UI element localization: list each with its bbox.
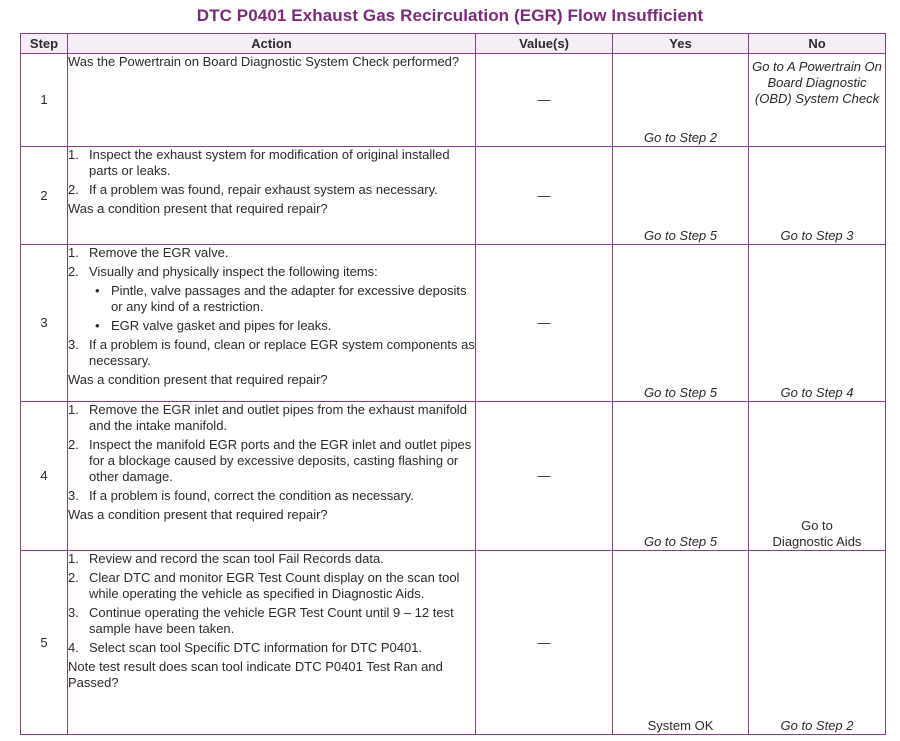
bullet-list [89, 283, 475, 334]
bullet-item: • EGR valve gasket and pipes for leaks. [95, 318, 332, 333]
action-list [68, 402, 475, 504]
no-link[interactable]: Go to Diagnostic Aids [772, 518, 862, 549]
no-cell [749, 147, 886, 245]
value-cell [476, 245, 613, 402]
dtc-table [20, 33, 886, 735]
action-cell [68, 551, 476, 735]
yes-cell [613, 402, 749, 551]
list-item: 3. If a problem is found, clean or replace EGR system components as necessary. [68, 337, 475, 368]
table-row-step-3 [21, 245, 886, 402]
no-cell [749, 245, 886, 402]
list-item: 4. Select scan tool Specific DTC information for DTC P0401. [68, 640, 423, 655]
question-text: Was the Powertrain on Board Diagnostic System Check performed? [68, 54, 460, 69]
header-no: No [749, 34, 886, 54]
value-cell [476, 147, 613, 245]
action-cell [68, 402, 476, 551]
yes-cell [613, 54, 749, 147]
header-yes: Yes [613, 34, 749, 54]
step-number: 5 [21, 551, 68, 735]
list-item: 2. Visually and physically inspect the following items: • Pintle, valve passages and the adapter for excessive deposits or any kind of a restriction. • EGR valve gasket and pipes for leaks. [68, 264, 475, 334]
list-item: 1. Inspect the exhaust system for modification of original installed parts or leaks. [68, 147, 450, 178]
value-text: — [537, 468, 551, 483]
yes-link[interactable]: Go to Step 5 [644, 385, 717, 400]
question-text: Was a condition present that required repair? [68, 372, 328, 387]
table-row-step-5 [21, 551, 886, 735]
no-link[interactable]: Go to Step 4 [780, 385, 854, 400]
step-number: 1 [21, 54, 68, 147]
table-row-step-1 [21, 54, 886, 147]
value-cell [476, 54, 613, 147]
yes-link[interactable]: System OK [647, 718, 714, 733]
no-link[interactable]: Go to Step 3 [780, 228, 854, 243]
yes-cell [613, 551, 749, 735]
action-cell [68, 54, 476, 147]
action-list [68, 245, 475, 369]
action-list [68, 551, 475, 656]
list-item: 3. Continue operating the vehicle EGR Test Count until 9 – 12 test sample have been taken. [68, 605, 454, 636]
no-cell [749, 54, 886, 147]
header-step: Step [21, 34, 68, 54]
yes-cell [613, 245, 749, 402]
value-text: — [537, 187, 551, 203]
header-values: Value(s) [476, 34, 613, 54]
value-text: — [537, 634, 551, 650]
list-item: 1. Review and record the scan tool Fail Records data. [68, 551, 384, 566]
value-cell [476, 402, 613, 551]
action-cell [68, 147, 476, 245]
list-item: 1. Remove the EGR inlet and outlet pipes from the exhaust manifold and the intake manifold. [68, 402, 467, 433]
list-item: 3. If a problem is found, correct the condition as necessary. [68, 488, 414, 503]
no-cell [749, 402, 886, 551]
no-link[interactable]: Go to Step 2 [780, 718, 854, 733]
header-action: Action [68, 34, 476, 54]
bullet-item: • Pintle, valve passages and the adapter for excessive deposits or any kind of a restriction. [95, 283, 467, 314]
question-text: Was a condition present that required repair? [68, 507, 328, 522]
question-text: Note test result does scan tool indicate DTC P0401 Test Ran and Passed? [68, 659, 443, 690]
value-cell [476, 551, 613, 735]
table-row-step-2 [21, 147, 886, 245]
yes-cell [613, 147, 749, 245]
no-link[interactable]: Go to A Powertrain On Board Diagnostic (OBD) System Check [752, 59, 882, 106]
list-item: 2. Inspect the manifold EGR ports and the EGR inlet and outlet pipes for a blockage caused by excessive deposits, casting flashing or other damage. [68, 437, 472, 484]
yes-link[interactable]: Go to Step 5 [644, 534, 717, 549]
question-text: Was a condition present that required repair? [68, 201, 328, 216]
yes-link[interactable]: Go to Step 5 [644, 228, 717, 243]
step-number: 4 [21, 402, 68, 551]
value-text: — [537, 315, 551, 330]
step-number: 3 [21, 245, 68, 402]
page-title: DTC P0401 Exhaust Gas Recirculation (EGR) Flow Insufficient [196, 6, 704, 25]
no-cell [749, 551, 886, 735]
action-cell [68, 245, 476, 402]
value-text: — [537, 92, 551, 107]
list-item: 1. Remove the EGR valve. [68, 245, 229, 260]
header-row [21, 34, 886, 54]
list-item: 2. If a problem was found, repair exhaust system as necessary. [68, 182, 438, 197]
list-item: 2. Clear DTC and monitor EGR Test Count display on the scan tool while operating the vehicle as specified in Diagnostic Aids. [68, 570, 460, 601]
step-number: 2 [21, 147, 68, 245]
table-row-step-4 [21, 402, 886, 551]
action-list [68, 147, 475, 198]
yes-link[interactable]: Go to Step 2 [644, 130, 717, 145]
